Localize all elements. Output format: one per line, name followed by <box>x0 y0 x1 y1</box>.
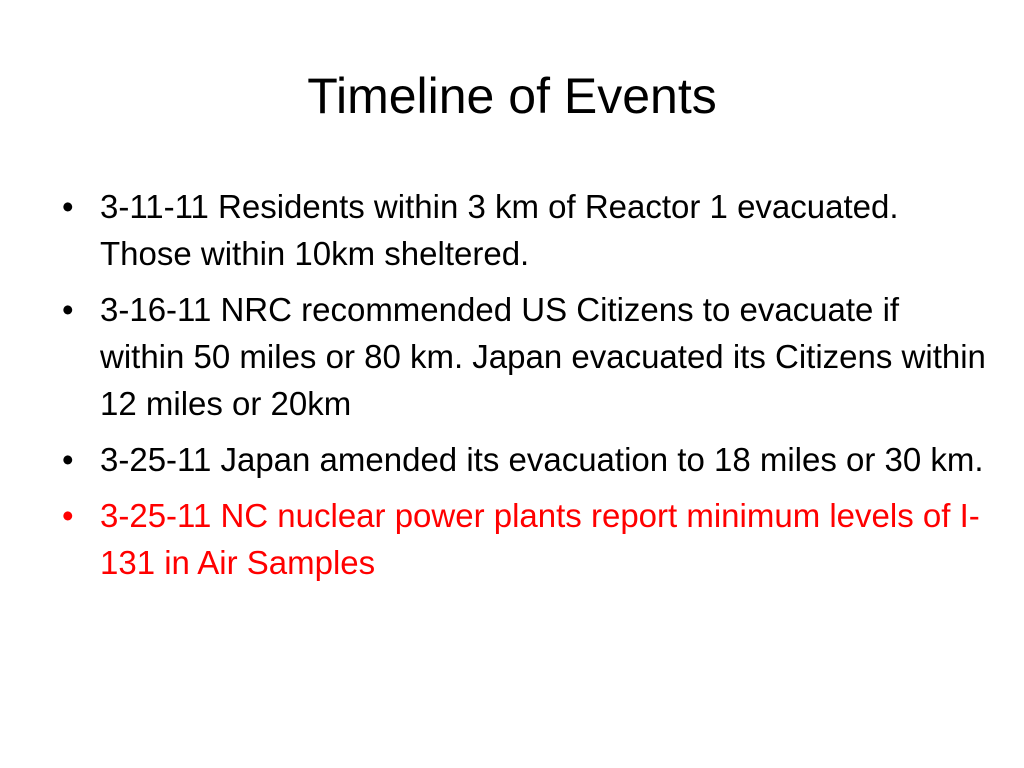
bullet-icon: • <box>62 188 74 225</box>
bullet-text: 3-11-11 Residents within 3 km of Reactor 1 evacuated. Those within 10km sheltered. <box>100 188 899 272</box>
slide-title: Timeline of Events <box>307 68 717 124</box>
bullet-text: 3-25-11 NC nuclear power plants report minimum levels of I-131 in Air Samples <box>100 497 980 581</box>
bullet-icon: • <box>62 291 74 328</box>
bullet-icon: • <box>62 441 74 478</box>
bullet-text: 3-16-11 NRC recommended US Citizens to evacuate if within 50 miles or 80 km. Japan evacuated its Citizens within 12 miles or 20km <box>100 291 986 422</box>
bullet-icon: • <box>62 497 74 534</box>
bullet-item-highlighted <box>60 492 990 586</box>
bullet-item <box>60 183 990 277</box>
bullet-item <box>60 436 990 483</box>
bullet-list <box>60 183 990 595</box>
bullet-text: 3-25-11 Japan amended its evacuation to 18 miles or 30 km. <box>100 441 984 478</box>
bullet-item <box>60 286 990 427</box>
